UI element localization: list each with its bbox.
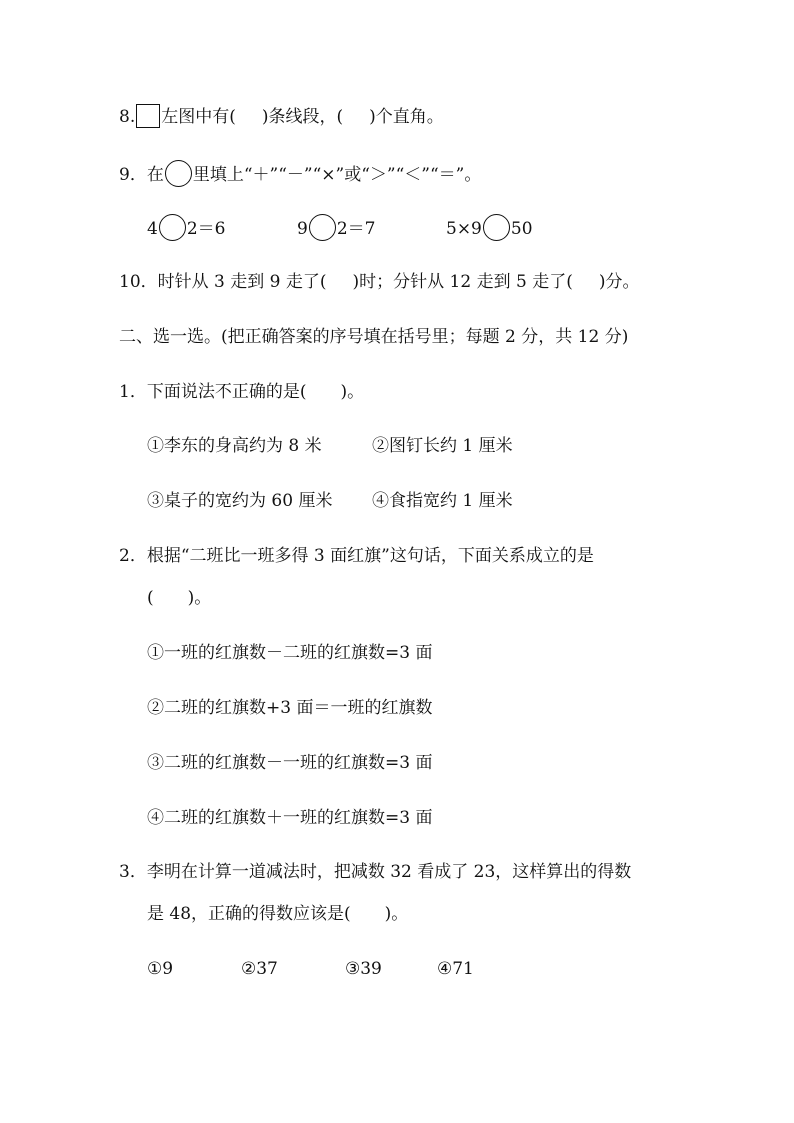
question-10-text-1: 10．时针从 3 走到 9 走了( (119, 272, 327, 292)
select-question-1-option-1: ①李东的身高约为 8 米 (147, 436, 322, 456)
select-question-3-stem-line-1: 3．李明在计算一道减法时，把减数 32 看成了 23，这样算出的得数 (119, 862, 632, 882)
question-9-equation-2 (297, 214, 375, 240)
equation-2-right: 2＝7 (336, 219, 376, 239)
question-8-number: 8. (119, 107, 136, 127)
equation-3-left: 5×9 (446, 219, 482, 239)
circle-blank (483, 214, 510, 241)
circle-blank (165, 160, 192, 187)
question-8-text-2: )条线段，( (261, 107, 344, 127)
select-question-2-stem-line-2: ( )。 (147, 588, 212, 608)
question-10-text-2: )时；分针从 12 走到 5 走了( (352, 272, 573, 292)
select-question-1-option-3: ③桌子的宽约为 60 厘米 (147, 491, 333, 511)
equation-1-right: 2＝6 (186, 219, 226, 239)
circle-blank (309, 214, 336, 241)
select-question-3-stem-line-2: 是 48，正确的得数应该是( )。 (147, 904, 409, 924)
question-9-equation-3 (446, 214, 533, 240)
select-question-3-option-4: ④71 (437, 959, 474, 979)
question-10-text-3: )分。 (598, 272, 640, 292)
circle-blank (159, 214, 186, 241)
select-question-2-stem-line-1: 2．根据“二班比一班多得 3 面红旗”这句话，下面关系成立的是 (119, 546, 594, 566)
question-8-text-1: 左图中有( (161, 107, 236, 127)
equation-1-left: 4 (147, 219, 158, 239)
select-question-1-option-2: ②图钉长约 1 厘米 (372, 436, 513, 456)
select-question-2-option-4: ④二班的红旗数＋一班的红旗数=3 面 (147, 808, 433, 828)
square-figure (136, 104, 160, 128)
question-9-equation-1 (147, 214, 225, 240)
question-9 (119, 160, 481, 186)
select-question-3-option-1: ①9 (147, 959, 174, 979)
section-2-heading: 二、选一选。(把正确答案的序号填在括号里；每题 2 分，共 12 分) (119, 327, 629, 347)
select-question-2-option-2: ②二班的红旗数+3 面＝一班的红旗数 (147, 698, 433, 718)
equation-3-right: 50 (510, 219, 533, 239)
equation-2-left: 9 (297, 219, 308, 239)
select-question-2-option-1: ①一班的红旗数－二班的红旗数=3 面 (147, 643, 433, 663)
select-question-2-option-3: ③二班的红旗数－一班的红旗数=3 面 (147, 753, 433, 773)
question-8-text-3: )个直角。 (369, 107, 444, 127)
question-9-text: 里填上“＋”“－”“×”或“＞”“＜”“＝”。 (192, 165, 482, 185)
question-9-number: 9．在 (119, 165, 164, 185)
select-question-3-option-2: ②37 (241, 959, 278, 979)
question-10 (119, 269, 639, 295)
select-question-3-option-3: ③39 (345, 959, 382, 979)
select-question-1-option-4: ④食指宽约 1 厘米 (372, 491, 513, 511)
question-8 (119, 104, 444, 130)
select-question-1-stem: 1．下面说法不正确的是( )。 (119, 382, 365, 402)
